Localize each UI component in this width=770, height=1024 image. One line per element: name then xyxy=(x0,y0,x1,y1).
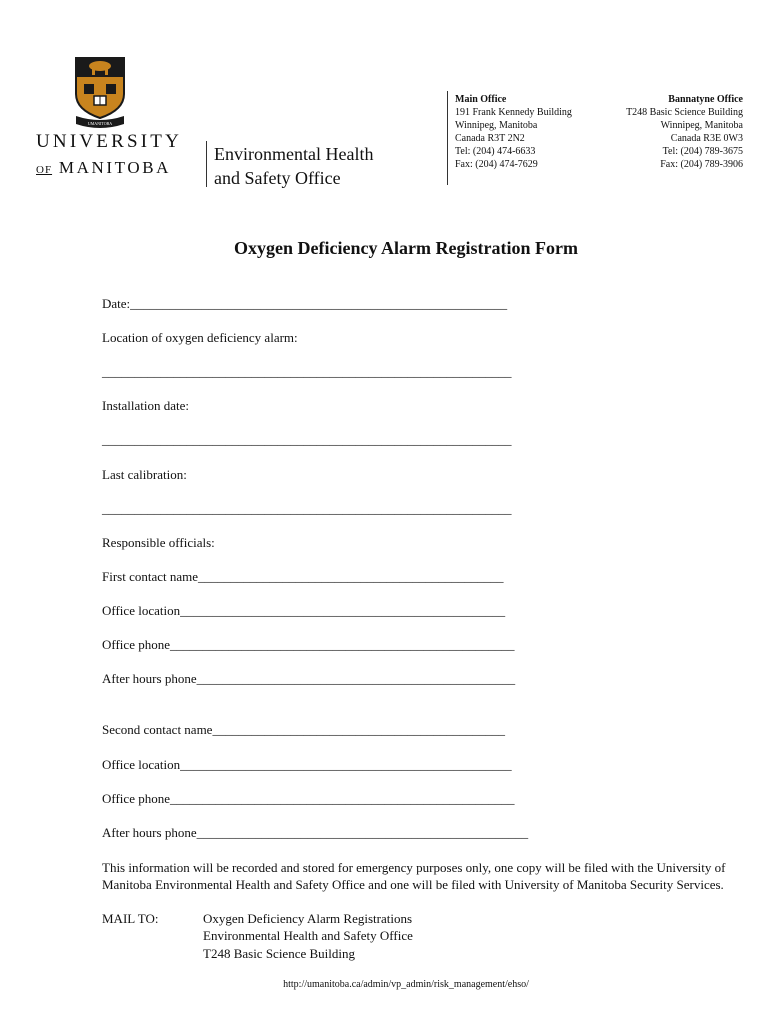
calibration-field[interactable]: _______________________________________________________________ xyxy=(102,501,512,516)
mail-line1: Oxygen Deficiency Alarm Registrations xyxy=(203,911,413,926)
first-office-phone-field[interactable]: Office phone_____________________________________________________ xyxy=(102,637,515,652)
second-office-location-field[interactable]: Office location___________________________________________________ xyxy=(102,757,512,772)
main-office-line1: 191 Frank Kennedy Building xyxy=(455,107,572,118)
notice-paragraph: This information will be recorded and stored for emergency purposes only, one copy will be filed with the University of Manitoba Environmental Health and Safety Office and one will be filed with University of Manitoba Security Services. xyxy=(102,860,726,893)
second-after-hours-phone-field[interactable]: After hours phone___________________________________________________ xyxy=(102,825,529,840)
officials-label: Responsible officials: xyxy=(102,535,215,550)
mail-line2: Environmental Health and Safety Office xyxy=(203,928,413,944)
main-office-fax: Fax: (204) 474-7629 xyxy=(455,159,538,170)
footer-url[interactable]: http://umanitoba.ca/admin/vp_admin/risk_management/ehso/ xyxy=(283,979,529,990)
crest-motto: UMANITOBA xyxy=(87,121,113,126)
office-name-line1: Environmental Health xyxy=(214,144,374,164)
calibration-label: Last calibration: xyxy=(102,467,187,482)
first-contact-name-field[interactable]: First contact name_______________________________________________ xyxy=(102,569,504,584)
bannatyne-office-fax: Fax: (204) 789-3906 xyxy=(660,159,743,170)
installation-label: Installation date: xyxy=(102,398,190,413)
bannatyne-office-line2: Winnipeg, Manitoba xyxy=(660,120,743,131)
main-office-tel: Tel: (204) 474-6633 xyxy=(455,146,536,157)
main-office-address xyxy=(455,93,572,171)
university-name-line1: UNIVERSITY xyxy=(36,131,182,152)
bannatyne-office-address xyxy=(626,93,743,171)
bannatyne-office-tel: Tel: (204) 789-3675 xyxy=(662,146,743,157)
university-name-line2 xyxy=(36,158,171,178)
university-manitoba: MANITOBA xyxy=(58,158,172,177)
mail-to-block xyxy=(102,910,413,962)
office-name-line2: and Safety Office xyxy=(214,168,341,188)
form-title: Oxygen Deficiency Alarm Registration Form xyxy=(234,238,578,258)
header-divider-right xyxy=(447,91,448,185)
bannatyne-office-heading: Bannatyne Office xyxy=(668,94,743,105)
date-field[interactable]: Date:__________________________________________________________ xyxy=(102,296,508,311)
location-field[interactable]: _______________________________________________________________ xyxy=(102,364,512,379)
mail-line3: T248 Basic Science Building xyxy=(203,945,356,961)
location-label: Location of oxygen deficiency alarm: xyxy=(102,330,298,345)
main-office-line3: Canada R3T 2N2 xyxy=(455,133,525,144)
mail-to-label: MAIL TO: xyxy=(102,911,159,926)
second-contact-name-field[interactable]: Second contact name_____________________________________________ xyxy=(102,722,505,737)
second-office-phone-field[interactable]: Office phone_____________________________________________________ xyxy=(102,791,515,806)
header-divider-left xyxy=(206,141,207,187)
main-office-heading: Main Office xyxy=(455,94,507,105)
main-office-line2: Winnipeg, Manitoba xyxy=(455,120,538,131)
first-office-location-field[interactable]: Office location__________________________________________________ xyxy=(102,603,506,618)
bannatyne-office-line1: T248 Basic Science Building xyxy=(626,107,743,118)
office-name xyxy=(214,142,373,190)
bannatyne-office-line3: Canada R3E 0W3 xyxy=(670,133,743,144)
university-of: OF xyxy=(36,164,53,176)
first-after-hours-phone-field[interactable]: After hours phone_________________________________________________ xyxy=(102,671,516,686)
installation-field[interactable]: _______________________________________________________________ xyxy=(102,432,512,447)
